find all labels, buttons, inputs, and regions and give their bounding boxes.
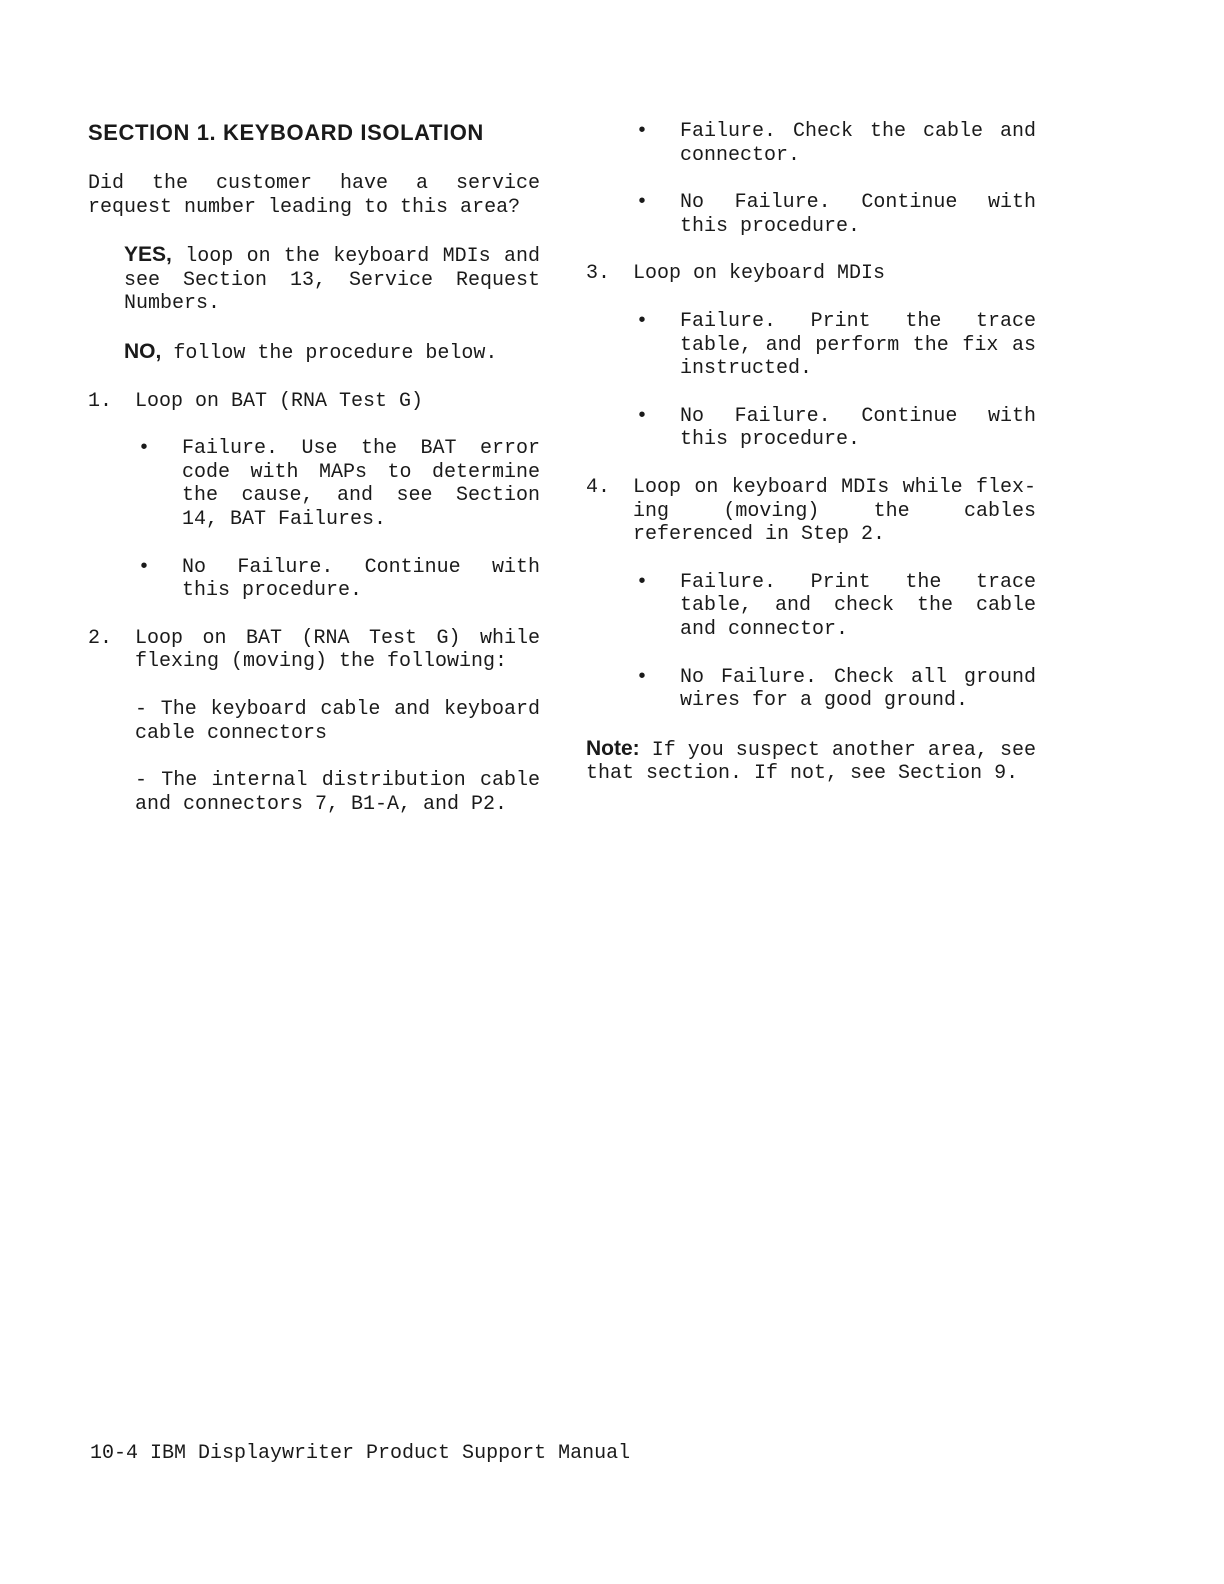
step-1-bullet-failure (135, 437, 540, 531)
step-text: Loop on BAT (RNA Test G) while flexing (moving) the following: (135, 626, 540, 674)
intro-question: Did the customer have a service request number leading to this area? (88, 172, 540, 219)
step-text: Loop on BAT (RNA Test G) (135, 389, 424, 413)
right-column (586, 120, 1036, 786)
note-text: If you suspect another area, see that section. If not, see Section 9. (586, 738, 1036, 786)
no-answer (124, 340, 540, 366)
step-3-bullet-no-failure (633, 405, 1036, 452)
step-2-bullet-no-failure (633, 191, 1036, 238)
step-2-bullet-failure (633, 120, 1036, 167)
step-3 (586, 262, 1036, 286)
yes-text: loop on the keyboard MDIs and see Section 13, Service Request Numbers. (124, 245, 540, 316)
bullet-text: Failure. Check the cable and connector. (680, 120, 1036, 167)
bullet-icon: • (636, 120, 649, 143)
step-text: Loop on keyboard MDIs while flex-ing (moving) the cables referenced in Step 2. (633, 475, 1036, 547)
bullet-text: No Failure. Continue with this procedure. (680, 191, 1036, 238)
bullet-text: No Failure. Check all ground wires for a good ground. (680, 665, 1036, 713)
step-number: 2. (88, 626, 113, 650)
bullet-icon: • (138, 437, 151, 461)
bullet-icon: • (138, 555, 151, 579)
bullet-icon: • (636, 309, 649, 333)
yes-answer (124, 243, 540, 316)
left-column (88, 120, 540, 816)
bullet-text: No Failure. Continue with this procedure. (182, 555, 540, 603)
step-2 (88, 627, 540, 674)
bullet-icon: • (636, 404, 649, 428)
note (586, 737, 1036, 786)
step-text: Loop on keyboard MDIs (633, 262, 886, 286)
step-4-bullet-no-failure (633, 666, 1036, 713)
bullet-text: No Failure. Continue with this procedure. (680, 404, 1036, 452)
page-footer: 10-4 IBM Displaywriter Product Support Manual (90, 1442, 631, 1465)
step-1-bullet-no-failure (135, 556, 540, 603)
no-label: NO, (124, 339, 162, 363)
bullet-text: Failure. Use the BAT error code with MAPs to determine the cause, and see Section 14, BAT Failures. (182, 437, 540, 531)
bullet-icon: • (636, 191, 649, 215)
step-4-bullet-failure (633, 571, 1036, 642)
section-heading: SECTION 1. KEYBOARD ISOLATION (88, 120, 484, 145)
bullet-text: Failure. Print the trace table, and check the cable and connector. (680, 570, 1036, 641)
yes-label: YES, (124, 243, 172, 267)
bullet-icon: • (636, 570, 649, 594)
bullet-text: Failure. Print the trace table, and perform the fix as instructed. (680, 309, 1036, 381)
step-4 (586, 476, 1036, 547)
step-number: 3. (586, 262, 611, 286)
step-number: 4. (586, 475, 611, 499)
step-1 (88, 390, 540, 414)
step-number: 1. (88, 389, 113, 413)
no-text: follow the procedure below. (161, 341, 498, 365)
step-2-item-keyboard-cable: - The keyboard cable and keyboard cable connectors (135, 697, 540, 745)
bullet-icon: • (636, 665, 649, 689)
step-3-bullet-failure (633, 310, 1036, 381)
note-label: Note: (586, 736, 640, 760)
step-2-item-distribution-cable: - The internal distribution cable and connectors 7, B1-A, and P2. (135, 769, 540, 816)
